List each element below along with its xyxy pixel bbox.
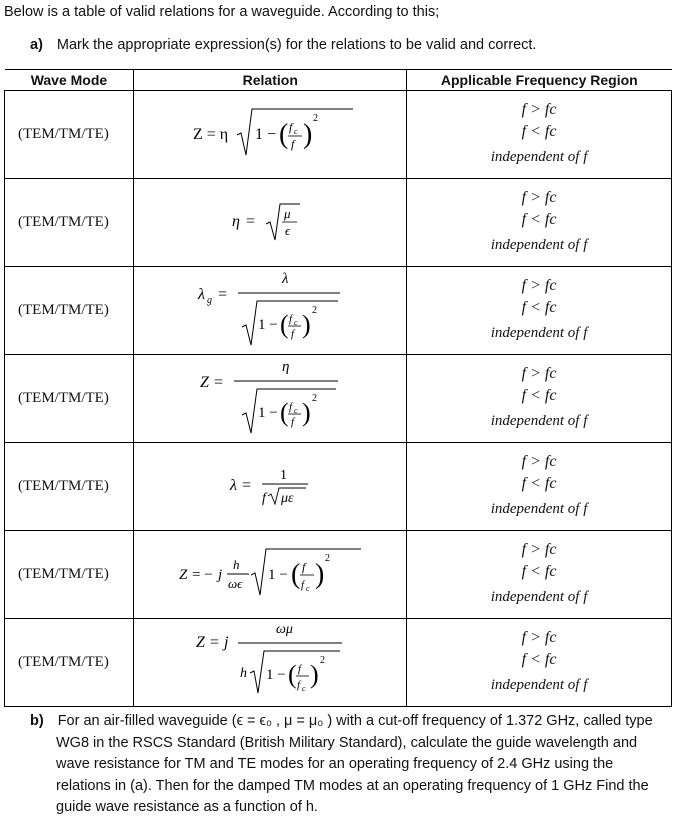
svg-text:1 −: 1 −: [255, 126, 277, 143]
svg-text:c: c: [294, 318, 298, 327]
intro-text: Below is a table of valid relations for a waveguide. According to this;: [4, 4, 440, 20]
svg-text:Z: Z: [196, 634, 206, 651]
option-below-cutoff[interactable]: f < fc: [521, 562, 557, 580]
wave-mode-cell[interactable]: (TEM/TM/TE): [5, 619, 134, 707]
option-above-cutoff[interactable]: f > fc: [521, 628, 557, 646]
svg-text:f: f: [291, 137, 295, 151]
svg-text:c: c: [294, 406, 298, 415]
frequency-options-cell: [407, 91, 672, 179]
option-independent[interactable]: independent of f: [490, 676, 588, 693]
part-a: [30, 37, 536, 53]
relations-table: [4, 69, 672, 707]
svg-text:1 −: 1 −: [258, 317, 278, 333]
svg-text:c: c: [302, 684, 306, 693]
wave-mode-cell[interactable]: (TEM/TM/TE): [5, 179, 134, 267]
svg-text:f: f: [289, 120, 293, 134]
relation-cell: [134, 179, 407, 267]
option-independent[interactable]: independent of f: [490, 500, 588, 517]
option-above-cutoff[interactable]: f > fc: [521, 276, 557, 294]
svg-text:j: j: [218, 567, 223, 583]
svg-text:f: f: [289, 313, 293, 325]
svg-text:Z: Z: [179, 567, 188, 583]
svg-text:1 −: 1 −: [268, 567, 288, 583]
svg-text:): ): [315, 559, 325, 590]
svg-text:1: 1: [280, 468, 288, 483]
svg-text:): ): [303, 119, 313, 150]
part-b-label: b): [30, 713, 44, 729]
svg-text:1 −: 1 −: [258, 405, 278, 421]
relation-cell: [134, 355, 407, 443]
table-row: [5, 179, 672, 267]
svg-text:): ): [310, 660, 319, 689]
svg-text:f: f: [297, 679, 301, 691]
svg-text:=: =: [210, 634, 220, 651]
svg-text:f: f: [262, 491, 267, 506]
option-below-cutoff[interactable]: f < fc: [521, 474, 557, 492]
option-below-cutoff[interactable]: f < fc: [521, 650, 557, 668]
option-above-cutoff[interactable]: f > fc: [521, 100, 557, 118]
header-frequency-region: Applicable Frequency Region: [407, 70, 672, 91]
svg-text:μ: μ: [284, 206, 291, 221]
option-independent[interactable]: independent of f: [490, 236, 588, 253]
header-relation: Relation: [134, 70, 407, 91]
part-a-label: a): [30, 37, 43, 53]
svg-text:f: f: [291, 328, 295, 340]
option-below-cutoff[interactable]: f < fc: [521, 386, 557, 404]
svg-text:f: f: [291, 416, 295, 428]
table-row: [5, 355, 672, 443]
svg-text:ϵ: ϵ: [285, 223, 291, 238]
relation-cell: [134, 443, 407, 531]
frequency-options-cell: [407, 443, 672, 531]
svg-text:ωμ: ωμ: [276, 622, 294, 637]
table-row: [5, 531, 672, 619]
svg-text:λ: λ: [230, 477, 238, 494]
relation-formula: [185, 97, 355, 167]
option-independent[interactable]: independent of f: [490, 148, 588, 165]
frequency-options-cell: [407, 531, 672, 619]
svg-text:f: f: [301, 579, 305, 591]
svg-text:=: =: [246, 213, 256, 230]
relation-formula: [190, 355, 350, 437]
option-above-cutoff[interactable]: f > fc: [521, 364, 557, 382]
svg-text:= −: = −: [192, 567, 213, 583]
option-below-cutoff[interactable]: f < fc: [521, 298, 557, 316]
svg-text:f: f: [302, 560, 306, 574]
svg-text:η: η: [232, 213, 241, 230]
svg-text:(: (: [280, 398, 289, 427]
svg-text:): ): [302, 310, 311, 339]
svg-text:=: =: [214, 374, 224, 391]
svg-text:2: 2: [325, 553, 331, 564]
svg-text:Z = η: Z = η: [193, 126, 229, 143]
svg-text:ωϵ: ωϵ: [228, 576, 243, 591]
table-row: [5, 619, 672, 707]
relation-formula: [210, 454, 330, 514]
svg-text:c: c: [306, 584, 310, 593]
option-above-cutoff[interactable]: f > fc: [521, 540, 557, 558]
svg-text:h: h: [233, 557, 240, 572]
option-below-cutoff[interactable]: f < fc: [521, 122, 557, 140]
svg-text:Z: Z: [200, 374, 210, 391]
svg-text:j: j: [224, 634, 229, 651]
table-row: [5, 267, 672, 355]
relation-formula: [190, 267, 350, 349]
svg-text:(: (: [280, 310, 289, 339]
svg-text:h: h: [240, 666, 248, 681]
part-a-text: Mark the appropriate expression(s) for the relations to be valid and correct.: [56, 37, 537, 53]
wave-mode-cell[interactable]: (TEM/TM/TE): [5, 443, 134, 531]
header-wave-mode: Wave Mode: [5, 70, 134, 91]
svg-text:(: (: [279, 119, 289, 150]
svg-text:f: f: [298, 663, 302, 675]
svg-text:1 −: 1 −: [266, 667, 286, 683]
svg-text:2: 2: [312, 305, 318, 316]
svg-text:με: με: [281, 491, 294, 506]
option-independent[interactable]: independent of f: [490, 588, 588, 605]
svg-text:2: 2: [313, 113, 319, 124]
frequency-options-cell: [407, 619, 672, 707]
option-above-cutoff[interactable]: f > fc: [521, 188, 557, 206]
svg-text:f: f: [289, 401, 293, 413]
table-header-row: [5, 70, 672, 91]
svg-text:c: c: [294, 127, 298, 136]
svg-text:2: 2: [320, 655, 326, 666]
svg-text:λ: λ: [282, 271, 289, 287]
wave-mode-cell[interactable]: (TEM/TM/TE): [5, 531, 134, 619]
relation-cell: [134, 531, 407, 619]
table-row: [5, 91, 672, 179]
svg-text:η: η: [282, 359, 290, 375]
svg-text:=: =: [218, 286, 228, 303]
option-above-cutoff[interactable]: f > fc: [521, 452, 557, 470]
svg-text:(: (: [291, 559, 301, 590]
wave-mode-cell[interactable]: (TEM/TM/TE): [5, 267, 134, 355]
wave-mode-cell[interactable]: (TEM/TM/TE): [5, 91, 134, 179]
frequency-options-cell: [407, 355, 672, 443]
svg-text:(: (: [288, 660, 297, 689]
svg-text:g: g: [207, 295, 213, 306]
relation-cell: [134, 91, 407, 179]
frequency-options-cell: [407, 267, 672, 355]
svg-text:=: =: [242, 477, 252, 494]
svg-text:2: 2: [312, 393, 318, 404]
frequency-options-cell: [407, 179, 672, 267]
part-b-text: For an air-filled waveguide (ϵ = ϵ₀ , μ = μ₀ ) with a cut-off frequency of 1.372 GHz, called type WG8 in the RSCS Standard (British Military Standard), calculate the guide wavelength and wave resistance for TM and TE modes for an operating frequency of 2.4 GHz using the relations in (a). Then for the damped TM modes at an operating frequency of 1 GHz Find the guide wave resistance as a function of h.: [56, 713, 653, 815]
relation-cell: [134, 267, 407, 355]
option-independent[interactable]: independent of f: [490, 412, 588, 429]
relation-formula: [190, 619, 350, 701]
part-b: [30, 711, 670, 819]
wave-mode-cell[interactable]: (TEM/TM/TE): [5, 355, 134, 443]
relation-formula: [175, 537, 365, 607]
table-row: [5, 443, 672, 531]
svg-text:): ): [302, 398, 311, 427]
option-below-cutoff[interactable]: f < fc: [521, 210, 557, 228]
relation-cell: [134, 619, 407, 707]
svg-text:λ: λ: [198, 286, 206, 303]
relation-formula: [210, 190, 330, 250]
option-independent[interactable]: independent of f: [490, 324, 588, 341]
